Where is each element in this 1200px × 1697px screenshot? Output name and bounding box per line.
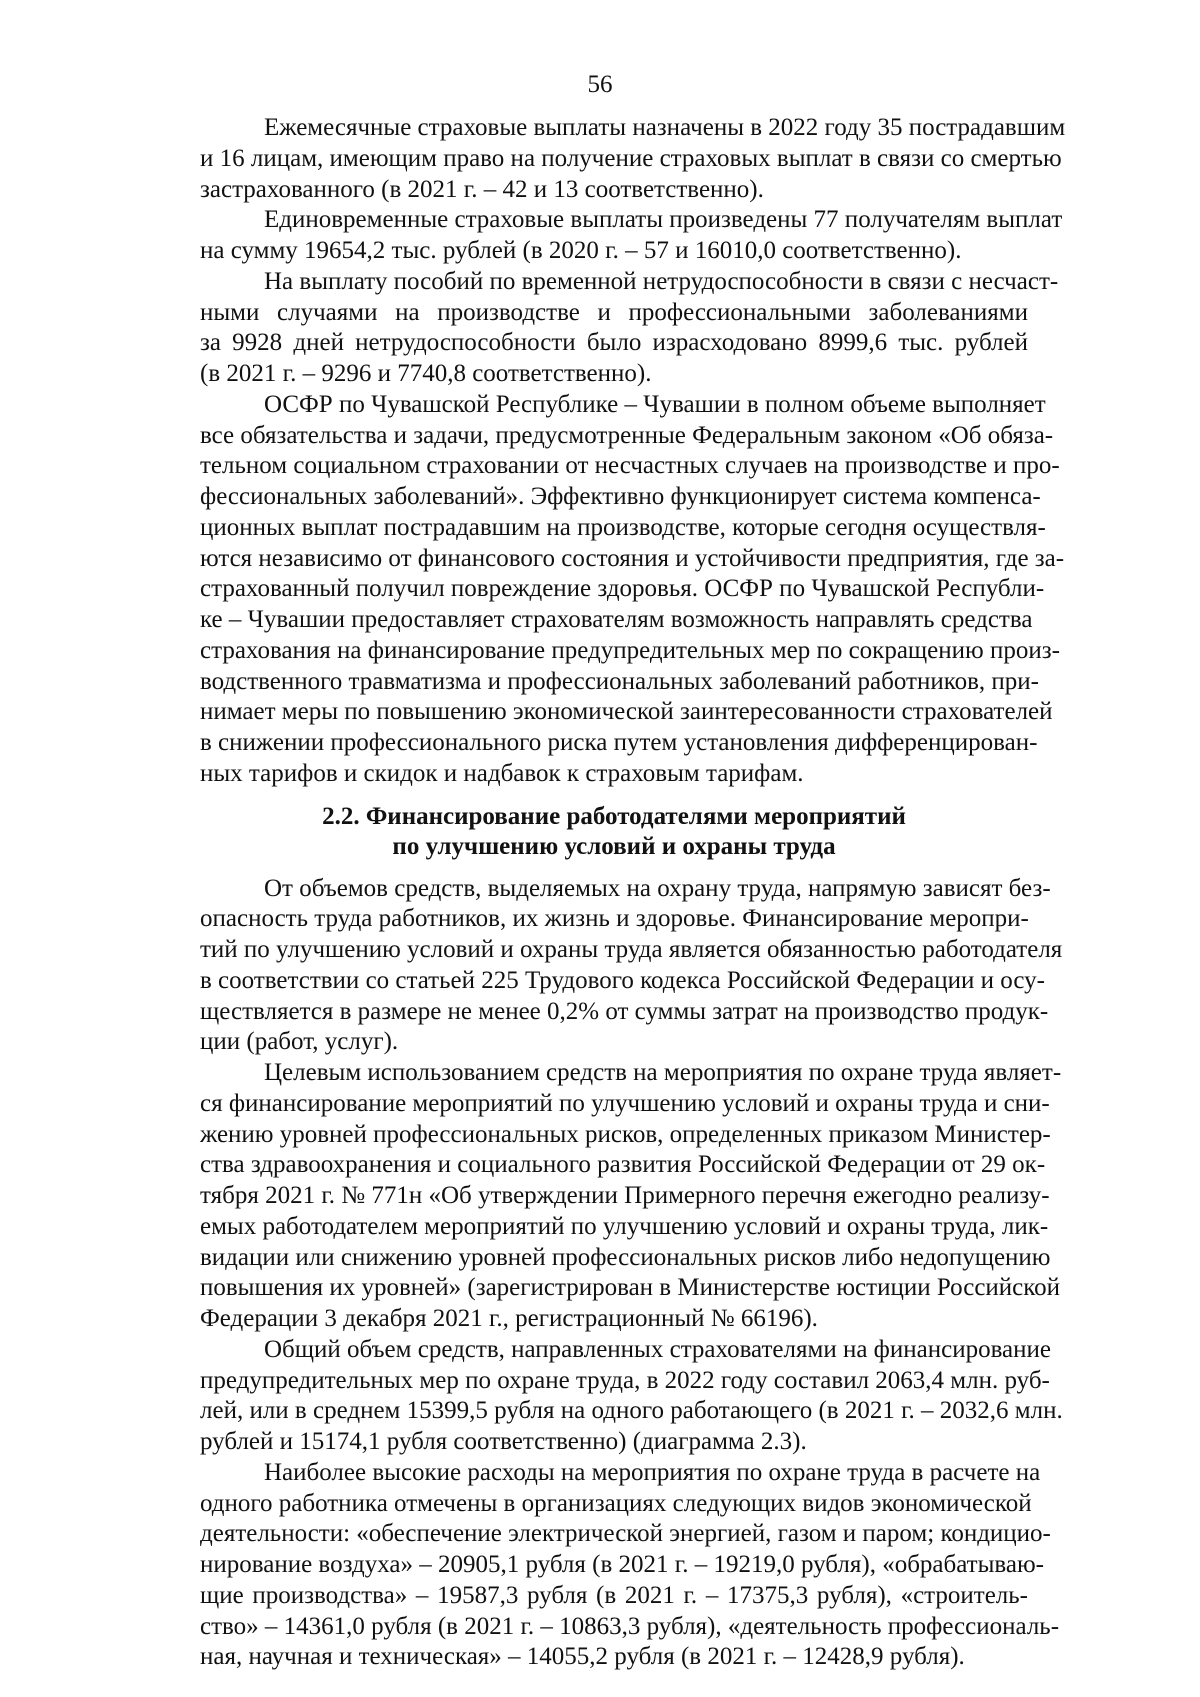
text-line: рублей и 15174,1 рубля соответственно) (диаграмма 2.3). bbox=[200, 1428, 807, 1455]
text-line: в соответствии со статьей 225 Трудового кодекса Российской Федерации и осу- bbox=[200, 966, 1045, 994]
text-line: щие производства» – 19587,3 рубля (в 2021 г. – 17375,3 рубля), «строитель- bbox=[200, 1581, 1028, 1609]
text-line: повышения их уровней» (зарегистрирован в Министерстве юстиции Российской bbox=[200, 1274, 1061, 1302]
text-line: ОСФР по Чувашской Республике – Чувашии в полном объеме выполняет bbox=[264, 390, 1046, 418]
text-line: ная, научная и техническая» – 14055,2 рубля (в 2021 г. – 12428,9 рубля). bbox=[200, 1643, 965, 1671]
text-line: ства здравоохранения и социального развития Российской Федерации от 29 ок- bbox=[200, 1151, 1046, 1179]
text-line: страхования на финансирование предупредительных мер по сокращению произ- bbox=[200, 636, 1060, 664]
text-line: водственного травматизма и профессиональных заболеваний работников, при- bbox=[200, 667, 1039, 695]
text-line: (в 2021 г. – 9296 и 7740,8 соответственно). bbox=[200, 360, 652, 387]
text-line: Федерации 3 декабря 2021 г., регистрационный № 66196). bbox=[200, 1305, 818, 1332]
text-line: ции (работ, услуг). bbox=[200, 1028, 399, 1056]
text-line: ционных выплат пострадавшим на производстве, которые сегодня осуществля- bbox=[200, 513, 1046, 541]
bottom-paragraphs bbox=[200, 874, 1063, 1674]
text-line: тября 2021 г. № 771н «Об утверждении Примерного перечня ежегодно реализу- bbox=[200, 1182, 1050, 1209]
text-line: ными случаями на производстве и профессиональными заболеваниями bbox=[200, 298, 1028, 326]
top-paragraphs bbox=[200, 113, 1066, 790]
text-line: предупредительных мер по охране труда, в 2022 году составил 2063,4 млн. руб- bbox=[200, 1366, 1050, 1394]
text-line: Ежемесячные страховые выплаты назначены в 2022 году 35 пострадавшим bbox=[264, 114, 1066, 141]
text-line: ществляется в размере не менее 0,2% от суммы затрат на производство продук- bbox=[200, 997, 1049, 1025]
paragraph bbox=[200, 113, 1066, 205]
text-line: жению уровней профессиональных рисков, определенных приказом Министер- bbox=[200, 1120, 1051, 1148]
paragraph bbox=[200, 205, 1063, 267]
text-line: нирование воздуха» – 20905,1 рубля (в 2021 г. – 19219,0 рубля), «обрабатываю- bbox=[200, 1551, 1044, 1578]
text-line: застрахованного (в 2021 г. – 42 и 13 соответственно). bbox=[200, 175, 764, 203]
paragraph bbox=[200, 874, 1063, 1059]
text-line: за 9928 дней нетрудоспособности было израсходовано 8999,6 тыс. рублей bbox=[200, 329, 1028, 357]
text-line: Общий объем средств, направленных страхователями на финансирование bbox=[264, 1335, 1051, 1363]
text-line: ются независимо от финансового состояния и устойчивости предприятия, где за- bbox=[200, 544, 1065, 572]
page-body bbox=[200, 113, 1066, 1673]
text-line: нимает меры по повышению экономической заинтересованности страхователей bbox=[200, 698, 1053, 726]
text-line: ке – Чувашии предоставляет страхователям возможность направлять средства bbox=[200, 606, 1033, 633]
text-line: все обязательства и задачи, предусмотренные Федеральным законом «Об обяза- bbox=[200, 421, 1054, 449]
paragraph bbox=[200, 267, 1059, 390]
text-line: От объемов средств, выделяемых на охрану труда, напрямую зависят без- bbox=[264, 874, 1051, 902]
text-line: На выплату пособий по временной нетрудоспособности в связи с несчаст- bbox=[264, 267, 1059, 295]
text-line: ных тарифов и скидок и надбавок к страховым тарифам. bbox=[200, 759, 804, 787]
text-line: на сумму 19654,2 тыс. рублей (в 2020 г. – 57 и 16010,0 соответственно). bbox=[200, 237, 962, 264]
text-line: в снижении профессионального риска путем установления дифференцирован- bbox=[200, 729, 1038, 756]
text-line: ство» – 14361,0 рубля (в 2021 г. – 10863,3 рубля), «деятельность профессиональ- bbox=[200, 1612, 1060, 1640]
text-line: страхованный получил повреждение здоровья. ОСФР по Чувашской Республи- bbox=[200, 575, 1045, 603]
page-number: 56 bbox=[587, 71, 613, 98]
text-line: емых работодателем мероприятий по улучшению условий и охраны труда, лик- bbox=[200, 1212, 1049, 1240]
text-line: одного работника отмечены в организациях следующих видов экономической bbox=[200, 1489, 1032, 1517]
text-line: фессиональных заболеваний». Эффективно функционирует система компенса- bbox=[200, 483, 1041, 510]
text-line: и 16 лицам, имеющим право на получение страховых выплат в связи со смертью bbox=[200, 144, 1062, 172]
paragraph bbox=[200, 1458, 1060, 1673]
text-line: тельном социальном страховании от несчастных случаев на производстве и про- bbox=[200, 452, 1060, 480]
text-line: опасность труда работников, их жизнь и здоровье. Финансирование меропри- bbox=[200, 905, 1029, 933]
text-line: деятельности: «обеспечение электрической энергией, газом и паром; кондицио- bbox=[200, 1520, 1051, 1548]
paragraph bbox=[200, 390, 1065, 790]
text-line: Целевым использованием средств на мероприятия по охране труда являет- bbox=[264, 1059, 1062, 1086]
text-line: Наиболее высокие расходы на мероприятия по охране труда в расчете на bbox=[264, 1458, 1041, 1486]
text-line: видации или снижению уровней профессиональных рисков либо недопущению bbox=[200, 1243, 1051, 1271]
paragraph bbox=[200, 1058, 1062, 1335]
text-line: тий по улучшению условий и охраны труда является обязанностью работодателя bbox=[200, 936, 1063, 963]
section-heading bbox=[200, 802, 1028, 862]
text-line: Единовременные страховые выплаты произведены 77 получателям выплат bbox=[264, 206, 1063, 234]
section-heading-line: 2.2. Финансирование работодателями мероприятий bbox=[322, 802, 906, 830]
text-line: лей, или в среднем 15399,5 рубля на одного работающего (в 2021 г. – 2032,6 млн. bbox=[200, 1397, 1063, 1425]
paragraph bbox=[200, 1335, 1063, 1458]
text-line: ся финансирование мероприятий по улучшению условий и охраны труда и сни- bbox=[200, 1089, 1050, 1117]
section-heading-line: по улучшению условий и охраны труда bbox=[392, 832, 836, 860]
